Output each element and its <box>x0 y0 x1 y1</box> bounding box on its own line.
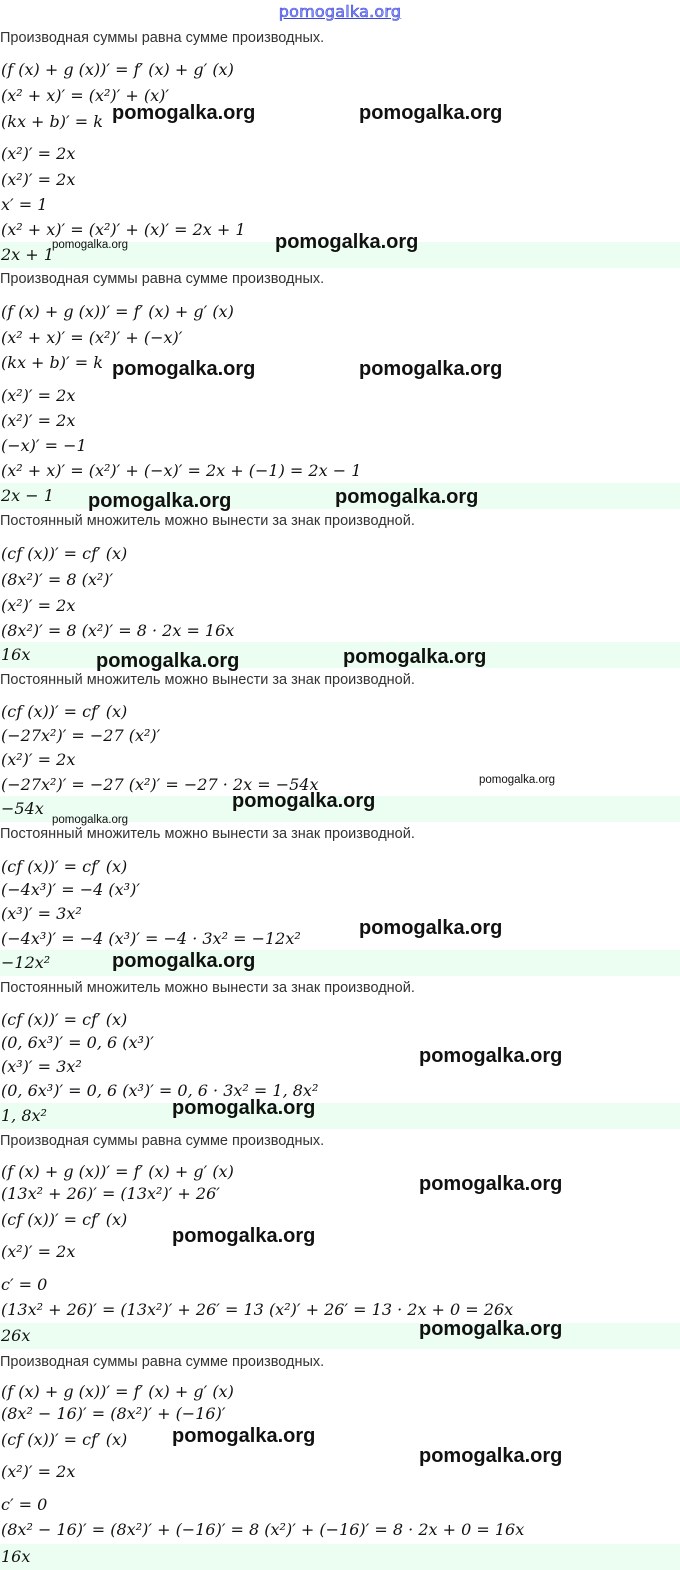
rule-text: Постоянный множитель можно вынести за знак производной. <box>0 513 415 529</box>
formula-line: (x² + x)′ = (x²)′ + (−x)′ <box>1 328 183 347</box>
formula-line: (8x²)′ = 8 (x²)′ <box>1 570 114 589</box>
formula-line: (8x²)′ = 8 (x²)′ = 8 · 2x = 16x <box>1 621 235 640</box>
watermark: pomogalka.org <box>112 358 256 380</box>
watermark: pomogalka.org <box>419 1318 563 1340</box>
formula-line: (x²)′ = 2x <box>1 1242 76 1261</box>
formula-line: (0, 6x³)′ = 0, 6 (x³)′ = 0, 6 · 3x² = 1, 8x² <box>1 1081 319 1100</box>
answer-value: −54x <box>1 799 44 818</box>
watermark: pomogalka.org <box>359 102 503 124</box>
watermark: pomogalka.org <box>172 1225 316 1247</box>
watermark: pomogalka.org <box>112 950 256 972</box>
answer-value: 2x − 1 <box>1 486 54 505</box>
formula-line: (0, 6x³)′ = 0, 6 (x³)′ <box>1 1033 154 1052</box>
formula-line: (−x)′ = −1 <box>1 436 87 455</box>
formula-line: (8x² − 16)′ = (8x²)′ + (−16)′ <box>1 1404 226 1423</box>
watermark: pomogalka.org <box>335 486 479 508</box>
answer-value: 16x <box>1 1547 31 1566</box>
formula-line: (cf (x))′ = cf′ (x) <box>1 544 128 563</box>
formula-line: (x²)′ = 2x <box>1 596 76 615</box>
watermark: pomogalka.org <box>419 1045 563 1067</box>
formula-line: (cf (x))′ = cf′ (x) <box>1 857 128 876</box>
watermark: pomogalka.org <box>419 1445 563 1467</box>
formula-line: (8x² − 16)′ = (8x²)′ + (−16)′ = 8 (x²)′ + (−16)′ = 8 · 2x + 0 = 16x <box>1 1520 525 1539</box>
watermark: pomogalka.org <box>172 1425 316 1447</box>
formula-line: (f (x) + g (x))′ = f′ (x) + g′ (x) <box>1 1382 234 1401</box>
watermark: pomogalka.org <box>88 490 232 512</box>
answer-row <box>0 950 680 976</box>
formula-line: (−27x²)′ = −27 (x²)′ = −27 · 2x = −54x <box>1 775 319 794</box>
watermark: pomogalka.org <box>479 774 556 786</box>
rule-text: Производная суммы равна сумме производных. <box>0 1354 325 1370</box>
formula-line: (kx + b)′ = k <box>1 353 103 372</box>
rule-text: Постоянный множитель можно вынести за знак производной. <box>0 826 415 842</box>
answer-value: 1, 8x² <box>1 1106 47 1125</box>
answer-value: 2x + 1 <box>1 245 54 264</box>
rule-text: Производная суммы равна сумме производных. <box>0 1133 325 1149</box>
watermark: pomogalka.org <box>359 358 503 380</box>
site-title-link[interactable]: pomogalka.org <box>278 2 402 21</box>
watermark: pomogalka.org <box>172 1097 316 1119</box>
answer-value: 26x <box>1 1326 31 1345</box>
formula-line: (x² + x)′ = (x²)′ + (x)′ = 2x + 1 <box>1 220 246 239</box>
formula-line: c′ = 0 <box>1 1275 48 1294</box>
answer-row <box>0 1544 680 1570</box>
formula-line: (13x² + 26)′ = (13x²)′ + 26′ = 13 (x²)′ + 26′ = 13 · 2x + 0 = 26x <box>1 1300 514 1319</box>
rule-text: Постоянный множитель можно вынести за знак производной. <box>0 672 415 688</box>
formula-line: (x³)′ = 3x² <box>1 904 82 923</box>
watermark: pomogalka.org <box>343 646 487 668</box>
formula-line: x′ = 1 <box>1 195 48 214</box>
rule-text: Производная суммы равна сумме производных. <box>0 30 325 46</box>
answer-row <box>0 1103 680 1129</box>
formula-line: (−4x³)′ = −4 (x³)′ = −4 · 3x² = −12x² <box>1 929 301 948</box>
watermark: pomogalka.org <box>419 1173 563 1195</box>
watermark: pomogalka.org <box>52 239 129 251</box>
formula-line: (x² + x)′ = (x²)′ + (x)′ <box>1 86 170 105</box>
formula-line: (f (x) + g (x))′ = f′ (x) + g′ (x) <box>1 1162 234 1181</box>
answer-value: −12x² <box>1 953 51 972</box>
formula-line: (cf (x))′ = cf′ (x) <box>1 1010 128 1029</box>
formula-line: (x²)′ = 2x <box>1 750 76 769</box>
watermark: pomogalka.org <box>112 102 256 124</box>
formula-line: (x²)′ = 2x <box>1 170 76 189</box>
rule-text: Постоянный множитель можно вынести за знак производной. <box>0 980 415 996</box>
formula-line: (kx + b)′ = k <box>1 112 103 131</box>
formula-line: (f (x) + g (x))′ = f′ (x) + g′ (x) <box>1 302 234 321</box>
rule-text: Производная суммы равна сумме производных. <box>0 271 325 287</box>
formula-line: (13x² + 26)′ = (13x²)′ + 26′ <box>1 1184 220 1203</box>
formula-line: (x²)′ = 2x <box>1 144 76 163</box>
formula-line: (x² + x)′ = (x²)′ + (−x)′ = 2x + (−1) = 2x − 1 <box>1 461 362 480</box>
answer-row <box>0 1323 680 1349</box>
formula-line: (−4x³)′ = −4 (x³)′ <box>1 880 140 899</box>
watermark: pomogalka.org <box>359 917 503 939</box>
formula-line: (x²)′ = 2x <box>1 1462 76 1481</box>
formula-line: (x²)′ = 2x <box>1 411 76 430</box>
watermark: pomogalka.org <box>232 790 376 812</box>
formula-line: (cf (x))′ = cf′ (x) <box>1 702 128 721</box>
formula-line: (x²)′ = 2x <box>1 386 76 405</box>
formula-line: (−27x²)′ = −27 (x²)′ <box>1 726 161 745</box>
answer-value: 16x <box>1 645 31 664</box>
formula-line: (cf (x))′ = cf′ (x) <box>1 1210 128 1229</box>
formula-line: (x³)′ = 3x² <box>1 1057 82 1076</box>
watermark: pomogalka.org <box>275 231 419 253</box>
formula-line: c′ = 0 <box>1 1495 48 1514</box>
formula-line: (f (x) + g (x))′ = f′ (x) + g′ (x) <box>1 60 234 79</box>
formula-line: (cf (x))′ = cf′ (x) <box>1 1430 128 1449</box>
watermark: pomogalka.org <box>52 814 129 826</box>
watermark: pomogalka.org <box>96 650 240 672</box>
